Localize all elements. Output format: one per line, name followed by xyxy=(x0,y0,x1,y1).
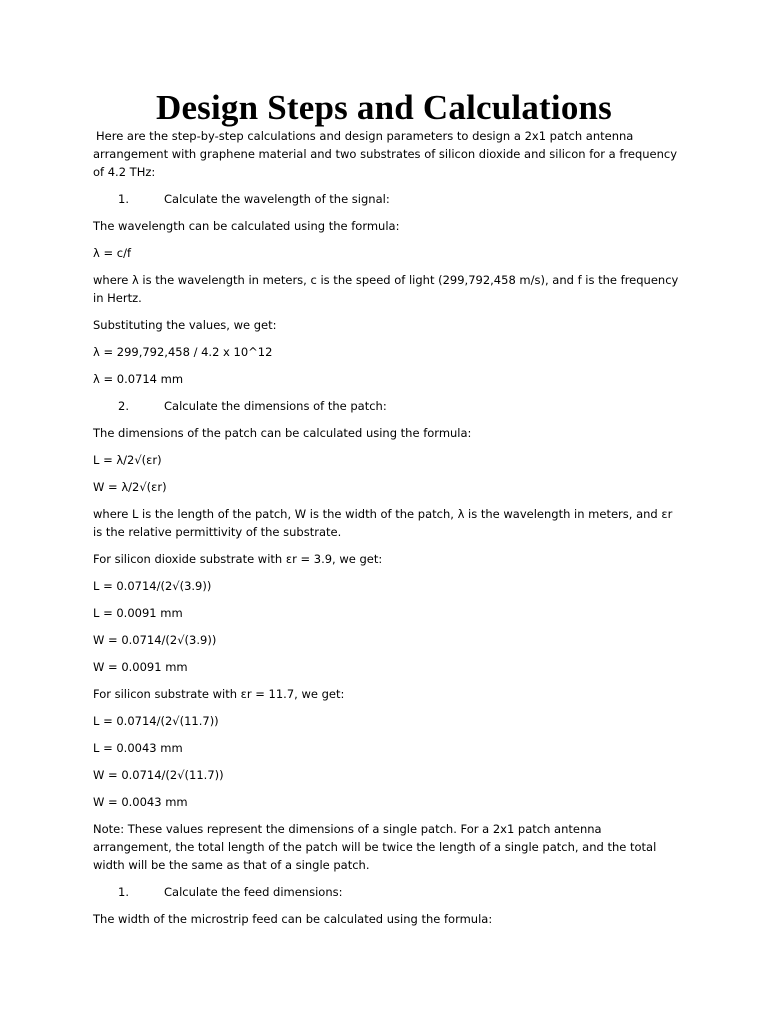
step-heading: Calculate the dimensions of the patch: xyxy=(164,399,387,413)
page-title: Design Steps and Calculations xyxy=(155,88,613,127)
sio2-width-calc: W = 0.0714/(2√(3.9)) xyxy=(93,633,217,647)
dimensions-intro: The dimensions of the patch can be calculated using the formula: xyxy=(93,426,472,440)
step-3 xyxy=(93,883,683,901)
sio2-length-calc: L = 0.0714/(2√(3.9)) xyxy=(93,579,212,593)
lambda-formula: λ = c/f xyxy=(93,246,131,260)
step-heading: Calculate the wavelength of the signal: xyxy=(164,192,390,206)
length-formula: L = λ/2√(εr) xyxy=(93,453,162,467)
sio2-intro: For silicon dioxide substrate with εr = 3.9, we get: xyxy=(93,552,383,566)
step-number: 2. xyxy=(118,399,129,413)
step-number: 1. xyxy=(118,192,129,206)
document-body xyxy=(93,127,683,937)
step-heading: Calculate the feed dimensions: xyxy=(164,885,343,899)
wavelength-formula-intro: The wavelength can be calculated using the formula: xyxy=(93,219,400,233)
si-intro: For silicon substrate with εr = 11.7, we get: xyxy=(93,687,345,701)
step-1 xyxy=(93,190,683,208)
lambda-calculation: λ = 299,792,458 / 4.2 x 10^12 xyxy=(93,345,273,359)
step-number: 1. xyxy=(118,885,129,899)
where-paragraph-1: where λ is the wavelength in meters, c is the speed of light (299,792,458 m/s), and f is the frequency in Hertz. xyxy=(93,273,679,305)
lambda-result: λ = 0.0714 mm xyxy=(93,372,184,386)
sio2-length-result: L = 0.0091 mm xyxy=(93,606,183,620)
step-2 xyxy=(93,397,683,415)
width-formula: W = λ/2√(εr) xyxy=(93,480,167,494)
substituting-line: Substituting the values, we get: xyxy=(93,318,277,332)
where-paragraph-2: where L is the length of the patch, W is the width of the patch, λ is the wavelength in meters, and εr is the relative permittivity of the substrate. xyxy=(93,507,673,539)
sio2-width-result: W = 0.0091 mm xyxy=(93,660,188,674)
si-length-result: L = 0.0043 mm xyxy=(93,741,183,755)
si-width-calc: W = 0.0714/(2√(11.7)) xyxy=(93,768,224,782)
si-width-result: W = 0.0043 mm xyxy=(93,795,188,809)
note-paragraph: Note: These values represent the dimensions of a single patch. For a 2x1 patch antenna arrangement, the total length of the patch will be twice the length of a single patch, and the total width will be the same as that of a single patch. xyxy=(93,822,657,872)
feed-intro: The width of the microstrip feed can be calculated using the formula: xyxy=(93,912,493,926)
si-length-calc: L = 0.0714/(2√(11.7)) xyxy=(93,714,219,728)
intro-paragraph: Here are the step-by-step calculations and design parameters to design a 2x1 patch antenna arrangement with graphene material and two substrates of silicon dioxide and silicon for a frequency of 4.2 THz: xyxy=(93,129,678,179)
